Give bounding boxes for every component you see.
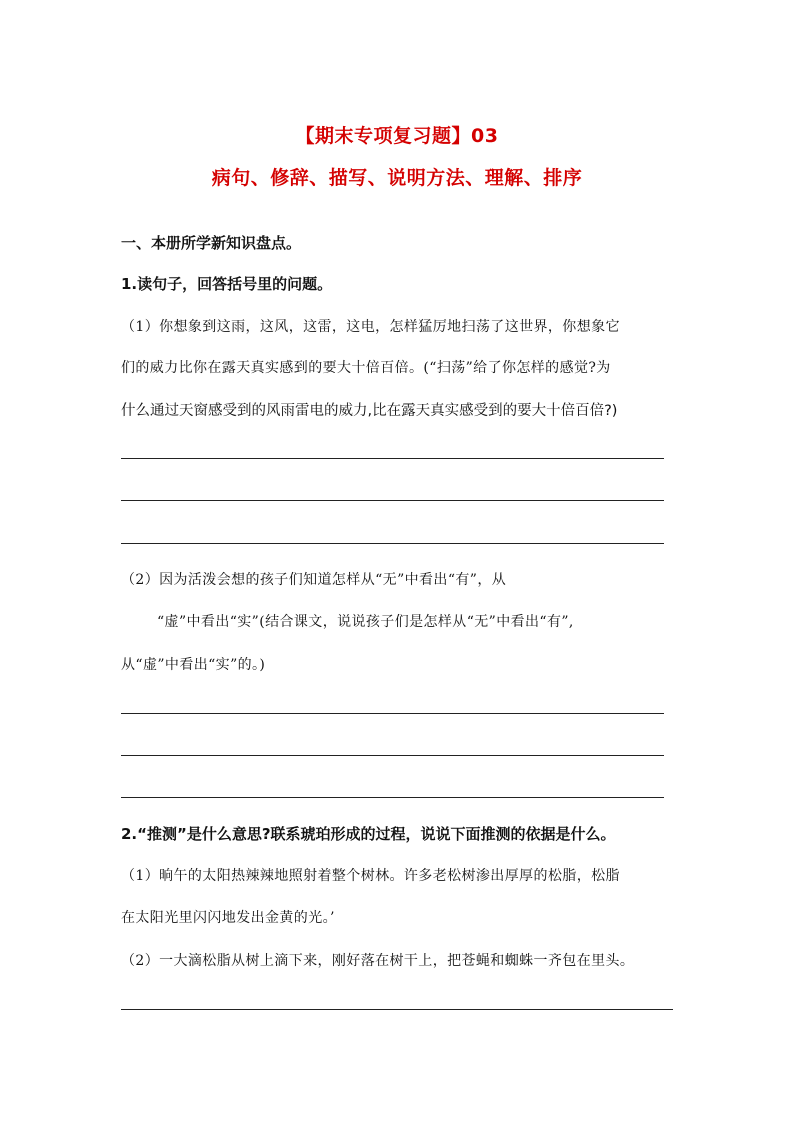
answer-line[interactable] [121,543,664,544]
q1-item2-line2: “虚”中看出“实”(结合课文，说说孩子们是怎样从“无”中看出“有”, [157,614,574,630]
section-heading: 一、本册所学新知识盘点。 [121,234,302,252]
q1-item1-line1: （1）你想象到这雨，这风，这雷，这电，怎样猛厉地扫荡了这世界，你想象它 [121,319,620,335]
answer-line[interactable] [121,500,664,501]
question-1-prompt: 1.读句子，回答括号里的问题。 [121,275,333,293]
document-subtitle: 病句、修辞、描写、说明方法、理解、排序 [211,167,583,189]
answer-line[interactable] [121,797,664,798]
answer-line[interactable] [121,755,664,756]
answer-line[interactable] [121,1009,673,1010]
q1-item1-line2: 们的威力比你在露天真实感到的要大十倍百倍。(“扫荡”给了你怎样的感觉?为 [121,360,611,376]
q2-item1-line1: （1）晌午的太阳热辣辣地照射着整个树林。许多老松树渗出厚厚的松脂，松脂 [121,868,620,884]
document-title: 【期末专项复习题】03 [295,125,499,147]
q1-item1-line3: 什么通过天窗感受到的风雨雷电的威力,比在露天真实感受到的要大十倍百倍?) [121,403,618,419]
question-2-prompt: 2.“推测”是什么意思?联系琥珀形成的过程，说说下面推测的依据是什么。 [121,825,616,843]
q1-item2-line1: （2）因为活泼会想的孩子们知道怎样从“无”中看出“有”，从 [121,572,507,588]
answer-line[interactable] [121,713,664,714]
answer-line[interactable] [121,458,664,459]
q2-item1-line2: 在太阳光里闪闪地发出金黄的光。’ [121,910,335,926]
q2-item2-line1: （2）一大滴松脂从树上滴下来，刚好落在树干上，把苍蝇和蜘蛛一齐包在里头。 [121,953,635,969]
q1-item2-line3: 从“虚”中看出“实”的。) [121,657,266,673]
